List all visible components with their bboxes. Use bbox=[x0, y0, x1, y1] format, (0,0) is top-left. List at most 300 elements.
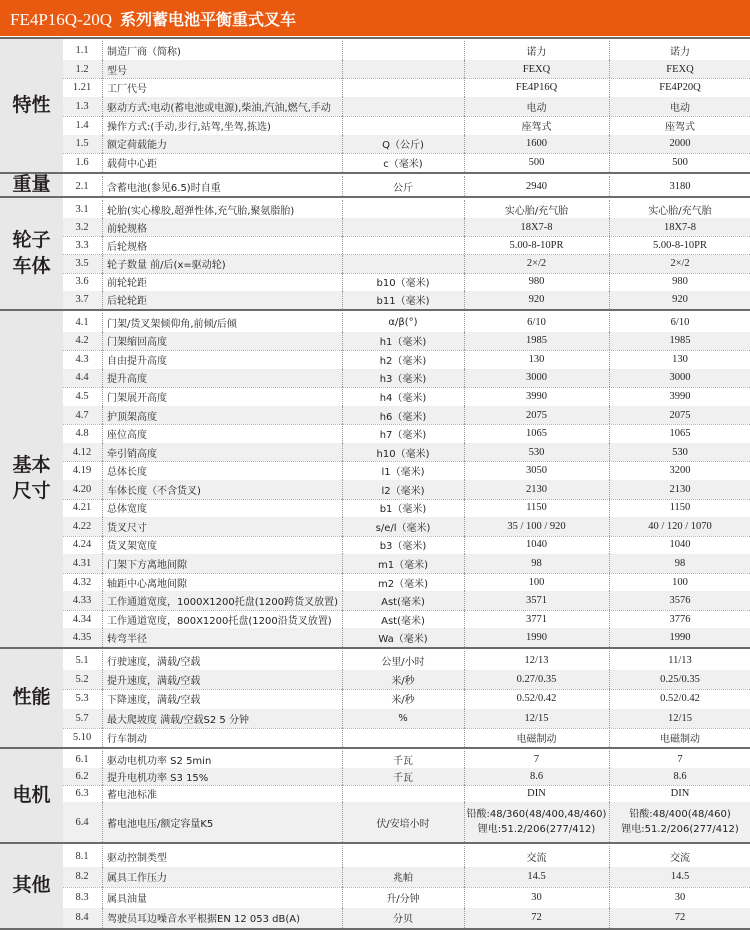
column-divider bbox=[342, 332, 343, 351]
column-divider bbox=[464, 887, 465, 908]
value-fe4p20q: 14.5 bbox=[670, 871, 690, 883]
value-fe4p16q: 98 bbox=[531, 557, 542, 569]
row-description: 工作通道宽度，1000X1200托盘(1200跨货叉放置) bbox=[107, 597, 339, 609]
value-fe4p20q: 920 bbox=[672, 294, 688, 306]
row-number: 4.8 bbox=[75, 428, 89, 440]
value-fe4p20q: 0.25/0.35 bbox=[660, 674, 700, 686]
column-divider bbox=[609, 97, 610, 116]
row-unit: h7（毫米) bbox=[379, 430, 427, 442]
spec-row bbox=[63, 424, 750, 443]
value-fe4p16q: 3050 bbox=[526, 465, 547, 477]
row-description: 驱动方式:电动(蓄电池或电源),柴油,汽油,燃气,手动 bbox=[107, 102, 331, 114]
column-divider bbox=[342, 887, 343, 908]
section-category bbox=[0, 174, 63, 196]
row-number: 4.34 bbox=[72, 613, 92, 625]
value-fe4p16q-line: 锂电:51.2/206(277/412) bbox=[477, 824, 596, 835]
column-divider bbox=[342, 273, 343, 291]
value-fe4p20q: 8.6 bbox=[673, 771, 687, 782]
row-number: 4.32 bbox=[72, 576, 92, 588]
value-fe4p16q: 6/10 bbox=[527, 316, 546, 328]
spec-row bbox=[63, 536, 750, 555]
column-divider bbox=[102, 591, 103, 610]
spec-row bbox=[63, 461, 750, 480]
column-divider bbox=[464, 313, 465, 332]
column-divider bbox=[464, 591, 465, 610]
column-divider bbox=[464, 802, 465, 842]
spec-row bbox=[63, 628, 750, 647]
column-divider bbox=[464, 236, 465, 254]
column-divider bbox=[342, 406, 343, 425]
column-divider bbox=[609, 291, 610, 309]
column-divider bbox=[342, 517, 343, 536]
value-fe4p16q: 实心胎/充气胎 bbox=[504, 205, 569, 217]
column-divider bbox=[464, 785, 465, 802]
value-fe4p16q: DIN bbox=[527, 788, 546, 799]
column-divider bbox=[609, 78, 610, 97]
column-divider bbox=[464, 628, 465, 647]
row-number: 8.3 bbox=[75, 891, 89, 903]
spec-row bbox=[63, 670, 750, 689]
column-divider bbox=[342, 768, 343, 785]
section-category bbox=[0, 844, 63, 928]
row-number: 5.3 bbox=[75, 693, 89, 705]
row-unit bbox=[343, 60, 463, 79]
row-unit: α/β(°) bbox=[388, 316, 418, 328]
column-divider bbox=[102, 78, 103, 97]
row-unit: 米/秒 bbox=[391, 695, 415, 707]
row-number: 1.4 bbox=[75, 119, 89, 131]
row-number: 1.21 bbox=[72, 82, 92, 94]
value-fe4p16q: 130 bbox=[528, 353, 545, 365]
row-unit: s/e/l（毫米) bbox=[375, 522, 431, 534]
column-divider bbox=[464, 846, 465, 867]
value-fe4p20q: 40 / 120 / 1070 bbox=[648, 520, 712, 532]
value-fe4p16q: 72 bbox=[531, 912, 542, 924]
row-description: 属具油量 bbox=[107, 893, 147, 905]
column-divider bbox=[609, 536, 610, 555]
value-fe4p16q: 电动 bbox=[526, 102, 547, 114]
row-number: 4.3 bbox=[75, 353, 89, 365]
column-divider bbox=[102, 670, 103, 689]
column-divider bbox=[464, 573, 465, 592]
column-divider bbox=[342, 689, 343, 708]
value-fe4p20q: 2075 bbox=[669, 409, 691, 421]
row-description: 前轮轮距 bbox=[107, 278, 147, 290]
column-divider bbox=[342, 461, 343, 480]
row-number: 6.1 bbox=[75, 754, 89, 765]
column-divider bbox=[102, 651, 103, 670]
column-divider bbox=[102, 135, 103, 154]
value-fe4p20q: 诺力 bbox=[670, 46, 690, 58]
column-divider bbox=[342, 651, 343, 670]
column-divider bbox=[464, 768, 465, 785]
row-description: 属具工作压力 bbox=[107, 873, 167, 885]
row-description: 座位高度 bbox=[107, 430, 147, 442]
value-fe4p16q: 100 bbox=[528, 576, 545, 588]
column-divider bbox=[102, 536, 103, 555]
spec-row bbox=[63, 867, 750, 888]
column-divider bbox=[102, 802, 103, 842]
column-divider bbox=[464, 135, 465, 154]
column-divider bbox=[609, 236, 610, 254]
value-fe4p20q: 1990 bbox=[669, 632, 691, 644]
column-divider bbox=[609, 116, 610, 135]
row-description: 门架展开高度 bbox=[107, 392, 167, 404]
column-divider bbox=[102, 628, 103, 647]
row-description: 驱动电机功率 S2 5min bbox=[107, 756, 212, 767]
column-divider bbox=[464, 291, 465, 309]
value-fe4p20q-line: 铅酸:48/400(48/460) bbox=[629, 808, 731, 820]
row-unit: 千瓦 bbox=[393, 756, 413, 767]
spec-row bbox=[63, 291, 750, 309]
row-description: 总体长度 bbox=[107, 467, 147, 479]
value-fe4p20q: 500 bbox=[672, 157, 688, 169]
value-fe4p20q: 座驾式 bbox=[665, 121, 695, 133]
column-divider bbox=[464, 255, 465, 273]
column-divider bbox=[102, 424, 103, 443]
row-number: 4.2 bbox=[75, 335, 89, 347]
value-fe4p20q: 11/13 bbox=[668, 655, 692, 667]
column-divider bbox=[609, 332, 610, 351]
column-divider bbox=[464, 97, 465, 116]
column-divider bbox=[609, 200, 610, 218]
section-category-label: 重量 bbox=[12, 173, 51, 196]
column-divider bbox=[102, 480, 103, 499]
column-divider bbox=[609, 887, 610, 908]
column-divider bbox=[102, 291, 103, 309]
row-number: 3.1 bbox=[75, 203, 89, 215]
row-description: 门架/货叉架倾仰角,前倾/后倾 bbox=[107, 318, 237, 330]
column-divider bbox=[609, 273, 610, 291]
column-divider bbox=[609, 387, 610, 406]
spec-row bbox=[63, 176, 750, 196]
spec-section bbox=[0, 172, 750, 196]
column-divider bbox=[609, 461, 610, 480]
value-fe4p20q: 2×/2 bbox=[670, 258, 690, 270]
row-number: 4.22 bbox=[72, 520, 92, 532]
value-fe4p16q: 12/13 bbox=[524, 655, 549, 667]
row-description: 货叉架宽度 bbox=[107, 541, 157, 553]
row-unit: 公里/小时 bbox=[381, 657, 425, 669]
row-number: 4.21 bbox=[72, 502, 92, 514]
value-fe4p20q: 5.00-8-10PR bbox=[653, 239, 707, 251]
column-divider bbox=[102, 610, 103, 629]
column-divider bbox=[609, 689, 610, 708]
section-category bbox=[0, 311, 63, 647]
column-divider bbox=[609, 768, 610, 785]
spec-section bbox=[0, 309, 750, 647]
column-divider bbox=[342, 41, 343, 60]
column-divider bbox=[609, 709, 610, 728]
column-divider bbox=[342, 499, 343, 518]
row-unit bbox=[343, 728, 463, 747]
column-divider bbox=[342, 709, 343, 728]
row-unit bbox=[343, 255, 463, 273]
model-range: FE4P16Q-20Q bbox=[10, 10, 113, 29]
value-fe4p20q: 72 bbox=[674, 912, 686, 924]
row-description: 蓄电池电压/额定容量K5 bbox=[107, 818, 214, 830]
row-unit: % bbox=[398, 712, 408, 724]
value-fe4p16q: 3771 bbox=[526, 613, 547, 625]
column-divider bbox=[464, 867, 465, 888]
row-description: 行车制动 bbox=[107, 733, 147, 745]
row-unit: l1（毫米) bbox=[381, 467, 425, 479]
row-number: 1.1 bbox=[75, 44, 89, 56]
row-number: 4.35 bbox=[72, 632, 92, 644]
column-divider bbox=[464, 41, 465, 60]
column-divider bbox=[342, 670, 343, 689]
column-divider bbox=[609, 218, 610, 236]
row-description: 驱动控制类型 bbox=[107, 852, 167, 864]
column-divider bbox=[102, 709, 103, 728]
spec-section bbox=[0, 196, 750, 309]
page-title bbox=[10, 7, 296, 30]
row-number: 4.20 bbox=[72, 483, 92, 495]
column-divider bbox=[609, 41, 610, 60]
spec-row bbox=[63, 332, 750, 351]
value-fe4p20q: DIN bbox=[670, 788, 690, 799]
column-divider bbox=[609, 651, 610, 670]
row-number: 4.24 bbox=[72, 539, 92, 551]
row-unit: Ast(毫米) bbox=[381, 615, 425, 627]
row-description: 提升电机功率 S3 15% bbox=[107, 773, 209, 784]
value-fe4p16q: 5.00-8-10PR bbox=[509, 239, 564, 251]
column-divider bbox=[609, 313, 610, 332]
row-number: 2.1 bbox=[75, 180, 89, 192]
value-fe4p16q: 1985 bbox=[526, 335, 547, 347]
column-divider bbox=[464, 424, 465, 443]
section-category bbox=[0, 198, 63, 309]
value-fe4p20q: 3180 bbox=[669, 180, 691, 192]
value-fe4p16q: FE4P16Q bbox=[515, 82, 558, 94]
value-fe4p16q: 7 bbox=[533, 754, 540, 765]
row-unit: 兆帕 bbox=[393, 873, 413, 885]
value-fe4p16q: 1065 bbox=[526, 428, 547, 440]
column-divider bbox=[102, 768, 103, 785]
column-divider bbox=[464, 60, 465, 79]
column-divider bbox=[342, 97, 343, 116]
column-divider bbox=[464, 443, 465, 462]
row-description: 护顶架高度 bbox=[107, 411, 157, 423]
column-divider bbox=[464, 908, 465, 929]
spec-row bbox=[63, 785, 750, 802]
column-divider bbox=[609, 670, 610, 689]
column-divider bbox=[342, 785, 343, 802]
row-unit: l2（毫米) bbox=[381, 485, 425, 497]
value-fe4p16q-line: 铅酸:48/360(48/400,48/460) bbox=[466, 808, 607, 820]
row-unit: b1（毫米) bbox=[379, 504, 427, 516]
row-description: 额定荷载能力 bbox=[107, 140, 167, 152]
row-number: 1.6 bbox=[75, 157, 89, 169]
value-fe4p16q: 2×/2 bbox=[526, 258, 547, 270]
row-description: 制造厂商（简称) bbox=[107, 46, 181, 58]
column-divider bbox=[464, 369, 465, 388]
column-divider bbox=[464, 480, 465, 499]
column-divider bbox=[609, 424, 610, 443]
column-divider bbox=[102, 728, 103, 747]
value-fe4p16q: 14.5 bbox=[527, 871, 546, 883]
spec-row bbox=[63, 135, 750, 154]
spec-row bbox=[63, 273, 750, 291]
value-fe4p20q: 2000 bbox=[669, 138, 691, 150]
column-divider bbox=[102, 273, 103, 291]
row-number: 5.1 bbox=[75, 655, 89, 667]
row-description: 型号 bbox=[107, 65, 127, 77]
row-description: 前轮规格 bbox=[107, 223, 147, 235]
column-divider bbox=[609, 135, 610, 154]
column-divider bbox=[464, 116, 465, 135]
value-fe4p20q: 1040 bbox=[669, 539, 691, 551]
column-divider bbox=[102, 443, 103, 462]
row-unit: 米/秒 bbox=[391, 676, 415, 688]
column-divider bbox=[464, 153, 465, 172]
row-description: 最大爬坡度 满载/空载S2 5 分钟 bbox=[107, 714, 249, 726]
column-divider bbox=[464, 200, 465, 218]
row-unit: h4（毫米) bbox=[379, 392, 427, 404]
column-divider bbox=[342, 536, 343, 555]
value-fe4p16q: 1990 bbox=[526, 632, 547, 644]
column-divider bbox=[102, 387, 103, 406]
value-fe4p20q: 2130 bbox=[669, 483, 691, 495]
spec-row bbox=[63, 480, 750, 499]
row-description: 门架下方离地间隙 bbox=[107, 559, 187, 571]
row-description: 轮子数量 前/后(x=驱动轮) bbox=[107, 260, 226, 272]
column-divider bbox=[342, 176, 343, 196]
spec-row bbox=[63, 802, 750, 842]
value-fe4p16q: 35 / 100 / 920 bbox=[507, 520, 566, 532]
value-fe4p16q: 530 bbox=[528, 446, 545, 458]
row-number: 1.2 bbox=[75, 63, 89, 75]
value-fe4p20q: 6/10 bbox=[670, 316, 690, 328]
row-number: 4.1 bbox=[75, 316, 89, 328]
value-fe4p16q: 1040 bbox=[526, 539, 547, 551]
spec-section bbox=[0, 747, 750, 842]
value-fe4p16q bbox=[465, 802, 608, 842]
column-divider bbox=[102, 461, 103, 480]
row-description: 门架缩回高度 bbox=[107, 337, 167, 349]
column-divider bbox=[102, 116, 103, 135]
row-number: 4.12 bbox=[72, 446, 92, 458]
value-fe4p16q: 座驾式 bbox=[521, 121, 552, 133]
spec-row bbox=[63, 255, 750, 273]
section-category-label: 特性 bbox=[12, 93, 51, 116]
column-divider bbox=[609, 846, 610, 867]
value-fe4p20q: 98 bbox=[674, 557, 686, 569]
spec-row bbox=[63, 610, 750, 629]
column-divider bbox=[102, 406, 103, 425]
row-unit: b3（毫米) bbox=[379, 541, 427, 553]
spec-row bbox=[63, 406, 750, 425]
spec-row bbox=[63, 387, 750, 406]
column-divider bbox=[609, 728, 610, 747]
row-number: 8.2 bbox=[75, 871, 89, 883]
row-number: 1.3 bbox=[75, 100, 89, 112]
row-number: 4.7 bbox=[75, 409, 89, 421]
column-divider bbox=[102, 60, 103, 79]
value-fe4p16q: 18X7-8 bbox=[520, 221, 553, 233]
column-divider bbox=[342, 728, 343, 747]
row-description: 提升速度，满载/空载 bbox=[107, 676, 201, 688]
row-unit: c（毫米) bbox=[383, 159, 423, 171]
row-description: 后轮轮距 bbox=[107, 296, 147, 308]
column-divider bbox=[342, 60, 343, 79]
column-divider bbox=[102, 867, 103, 888]
spec-row bbox=[63, 573, 750, 592]
section-category-label: 其他 bbox=[12, 874, 51, 897]
column-divider bbox=[464, 709, 465, 728]
column-divider bbox=[102, 255, 103, 273]
column-divider bbox=[102, 176, 103, 196]
column-divider bbox=[342, 867, 343, 888]
value-fe4p16q: 0.52/0.42 bbox=[516, 693, 557, 705]
spec-sheet-header bbox=[0, 0, 750, 36]
value-fe4p16q: 500 bbox=[528, 157, 545, 169]
value-fe4p16q: 1150 bbox=[526, 502, 547, 514]
row-description: 下降速度，满载/空载 bbox=[107, 695, 201, 707]
row-unit bbox=[343, 785, 463, 802]
column-divider bbox=[609, 443, 610, 462]
value-fe4p16q: 2130 bbox=[526, 483, 547, 495]
value-fe4p20q: 电磁制动 bbox=[660, 733, 700, 745]
value-fe4p16q: 电磁制动 bbox=[516, 733, 557, 745]
row-number: 1.5 bbox=[75, 138, 89, 150]
column-divider bbox=[102, 908, 103, 929]
column-divider bbox=[464, 536, 465, 555]
row-description: 含蓄电池(参见6.5)时自重 bbox=[107, 182, 221, 194]
column-divider bbox=[102, 200, 103, 218]
row-description: 行驶速度，满载/空载 bbox=[107, 657, 201, 669]
spec-row bbox=[63, 41, 750, 60]
spec-row bbox=[63, 116, 750, 135]
column-divider bbox=[342, 480, 343, 499]
row-unit: 分贝 bbox=[393, 914, 413, 926]
value-fe4p20q: 7 bbox=[677, 754, 683, 765]
value-fe4p16q: 920 bbox=[528, 294, 545, 306]
column-divider bbox=[102, 846, 103, 867]
column-divider bbox=[342, 116, 343, 135]
row-number: 4.5 bbox=[75, 390, 89, 402]
row-description: 驾驶员耳边噪音水平根据EN 12 053 dB(A) bbox=[107, 914, 300, 926]
column-divider bbox=[342, 153, 343, 172]
value-fe4p16q: 8.6 bbox=[529, 771, 544, 782]
section-category bbox=[0, 749, 63, 842]
row-number: 3.2 bbox=[75, 221, 89, 233]
row-description: 载荷中心距 bbox=[107, 159, 157, 171]
column-divider bbox=[609, 517, 610, 536]
column-divider bbox=[609, 255, 610, 273]
row-unit: 公斤 bbox=[393, 182, 413, 194]
column-divider bbox=[464, 751, 465, 768]
value-fe4p16q: 980 bbox=[528, 276, 545, 288]
spec-section bbox=[0, 842, 750, 928]
column-divider bbox=[609, 628, 610, 647]
row-number: 3.6 bbox=[75, 276, 89, 288]
spec-row bbox=[63, 60, 750, 79]
row-description: 操作方式:(手动,步行,站驾,坐驾,拣选) bbox=[107, 121, 271, 133]
column-divider bbox=[102, 218, 103, 236]
column-divider bbox=[609, 499, 610, 518]
value-fe4p20q: 3000 bbox=[669, 372, 691, 384]
row-description: 工厂代号 bbox=[107, 84, 147, 96]
column-divider bbox=[464, 499, 465, 518]
spec-row bbox=[63, 350, 750, 369]
spec-section bbox=[0, 37, 750, 172]
value-fe4p16q: 2075 bbox=[526, 409, 547, 421]
column-divider bbox=[609, 785, 610, 802]
column-divider bbox=[342, 218, 343, 236]
row-unit bbox=[343, 116, 463, 135]
row-unit: h10（毫米) bbox=[376, 448, 430, 460]
